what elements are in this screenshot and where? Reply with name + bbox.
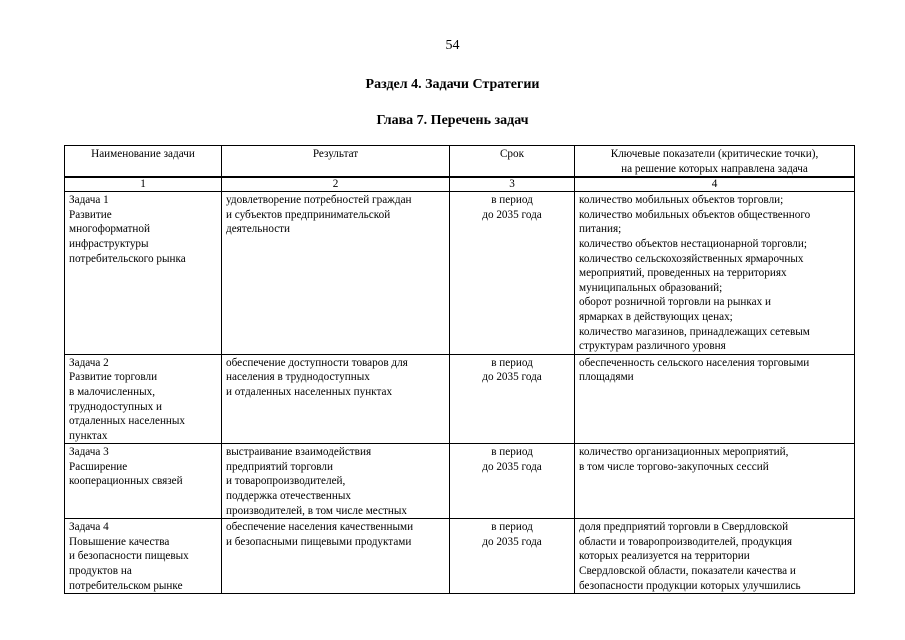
term-cell: в период до 2035 года [450,354,575,444]
table-row [65,192,855,355]
page-number: 54 [445,38,460,53]
table-row [65,354,855,444]
indicators-cell: обеспеченность сельского населения торговыми площадями [575,354,855,444]
chapter-title: Глава 7. Перечень задач [376,113,529,128]
tasks-table [64,145,855,594]
column-number: 1 [65,177,222,192]
column-number: 3 [450,177,575,192]
term-cell: в период до 2035 года [450,519,575,594]
result-cell: выстраивание взаимодействия предприятий торговли и товаропроизводителей, поддержка отечественных производителей, в том числе местных [222,444,450,519]
header-result: Результат [222,146,450,178]
table-row [65,444,855,519]
column-number-row [65,177,855,192]
term-cell: в период до 2035 года [450,192,575,355]
indicators-cell: количество мобильных объектов торговли; количество мобильных объектов общественного питания; количество объектов нестационарной торговли; количество сельскохозяйственных ярмарочных мероприятий, проведенных на территориях муниципальных образований; оборот розничной торговли на рынках и ярмарках в действующих ценах; количество магазинов, принадлежащих сетевым структурам различного уровня [575,192,855,355]
table-row [65,519,855,594]
task-name-cell: Задача 3 Расширение кооперационных связей [65,444,222,519]
indicators-cell: доля предприятий торговли в Свердловской области и товаропроизводителей, продукция которых реализуется на территории Свердловской области, показатели качества и безопасности продукции которых улучшились [575,519,855,594]
header-task-name: Наименование задачи [65,146,222,178]
task-name-cell: Задача 2 Развитие торговли в малочисленных, труднодоступных и отдаленных населенных пунктах [65,354,222,444]
term-cell: в период до 2035 года [450,444,575,519]
column-number: 2 [222,177,450,192]
column-number: 4 [575,177,855,192]
header-indicators: Ключевые показатели (критические точки), на решение которых направлена задача [575,146,855,178]
indicators-cell: количество организационных мероприятий, в том числе торгово-закупочных сессий [575,444,855,519]
task-name-cell: Задача 4 Повышение качества и безопасности пищевых продуктов на потребительском рынке [65,519,222,594]
task-name-cell: Задача 1 Развитие многоформатной инфраструктуры потребительского рынка [65,192,222,355]
result-cell: обеспечение доступности товаров для населения в труднодоступных и отдаленных населенных пунктах [222,354,450,444]
result-cell: обеспечение населения качественными и безопасными пищевыми продуктами [222,519,450,594]
result-cell: удовлетворение потребностей граждан и субъектов предпринимательской деятельности [222,192,450,355]
header-term: Срок [450,146,575,178]
table-header-row [65,146,855,178]
section-title: Раздел 4. Задачи Стратегии [365,77,540,92]
